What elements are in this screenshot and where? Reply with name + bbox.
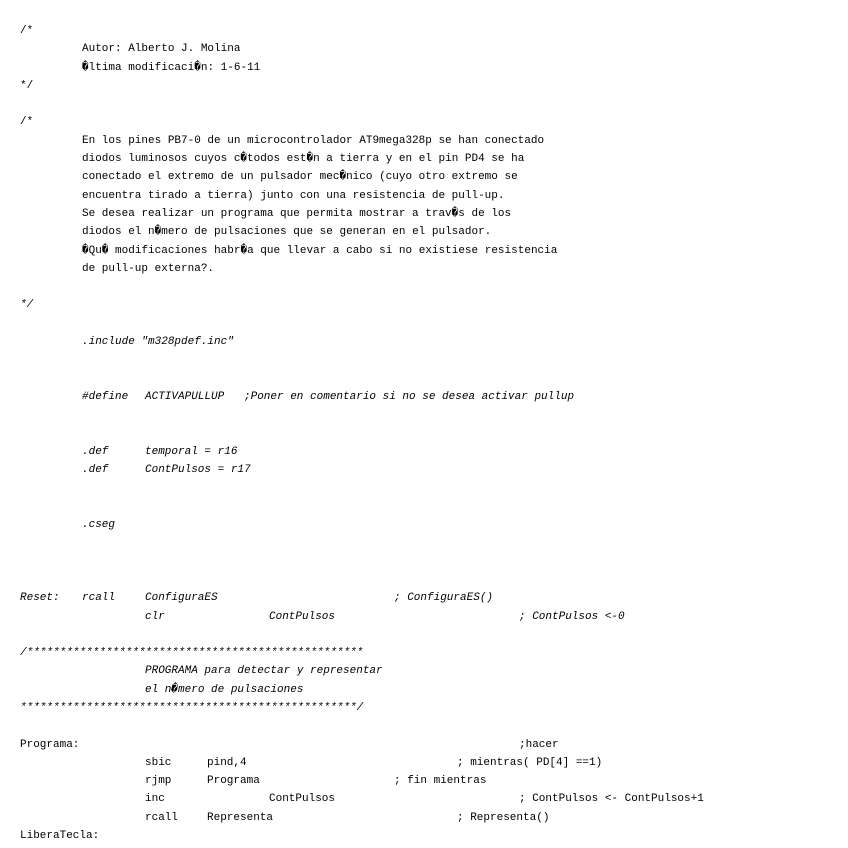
operand: ContPulsos	[269, 793, 336, 805]
operand: Programa	[207, 775, 260, 787]
description-line: diodos luminosos cuyos c�todos est�n a tierra y en el pin PD4 se ha	[82, 153, 525, 165]
programa-label: Programa:	[20, 739, 80, 751]
description-line: �Qu� modificaciones habr�a que llevar a cabo si no existiese resistencia	[82, 245, 558, 257]
banner-subtitle: el n�mero de pulsaciones	[145, 684, 304, 696]
define-comment: ;Poner en comentario si no se desea activar pullup	[244, 391, 575, 403]
opcode: clr	[145, 611, 165, 623]
operand: pind,4	[207, 757, 247, 769]
code-comment: ; mientras( PD[4] ==1)	[457, 757, 603, 769]
reset-label: Reset:	[20, 592, 60, 604]
description-line: encuentra tirado a tierra) junto con una resistencia de pull-up.	[82, 190, 505, 202]
description-line: En los pines PB7-0 de un microcontrolador AT9mega328p se han conectado	[82, 135, 545, 147]
opcode: rjmp	[145, 775, 172, 787]
code-comment: ; ConfiguraES()	[394, 592, 494, 604]
banner-bottom: ***************************************************/	[20, 702, 364, 714]
code-comment: ; fin mientras	[394, 775, 487, 787]
def-keyword: .def	[82, 446, 109, 458]
opcode: inc	[145, 793, 165, 805]
define-name: ACTIVAPULLUP	[145, 391, 225, 403]
define-keyword: #define	[82, 391, 129, 403]
cseg-directive: .cseg	[82, 519, 116, 531]
code-comment: ; ContPulsos <- ContPulsos+1	[519, 793, 704, 805]
description-line: de pull-up externa?.	[82, 263, 215, 275]
description-line: diodos el n�mero de pulsaciones que se generan en el pulsador.	[82, 226, 492, 238]
comment-open: /*	[20, 25, 34, 37]
modified-line: �ltima modificaci�n: 1-6-11	[82, 62, 261, 74]
comment-close: */	[20, 80, 34, 92]
opcode: rcall	[145, 812, 179, 824]
banner-top: /***************************************************	[20, 647, 364, 659]
description-line: conectado el extremo de un pulsador mec�nico (cuyo otro extremo se	[82, 171, 518, 183]
def-expression: temporal = r16	[145, 446, 238, 458]
code-comment: ;hacer	[519, 739, 559, 751]
author-line: Autor: Alberto J. Molina	[82, 43, 241, 55]
code-comment: ; ContPulsos <-0	[519, 611, 625, 623]
operand: ConfiguraES	[145, 592, 218, 604]
liberatecla-label: LiberaTecla:	[20, 830, 100, 842]
comment-close: */	[20, 299, 34, 311]
def-expression: ContPulsos = r17	[145, 464, 251, 476]
opcode: sbic	[145, 757, 172, 769]
def-keyword: .def	[82, 464, 109, 476]
include-directive: .include "m328pdef.inc"	[82, 336, 234, 348]
operand: ContPulsos	[269, 611, 336, 623]
comment-open: /*	[20, 116, 34, 128]
opcode: rcall	[82, 592, 116, 604]
banner-title: PROGRAMA para detectar y representar	[145, 665, 383, 677]
operand: Representa	[207, 812, 274, 824]
description-line: Se desea realizar un programa que permita mostrar a trav�s de los	[82, 208, 512, 220]
code-comment: ; Representa()	[457, 812, 550, 824]
